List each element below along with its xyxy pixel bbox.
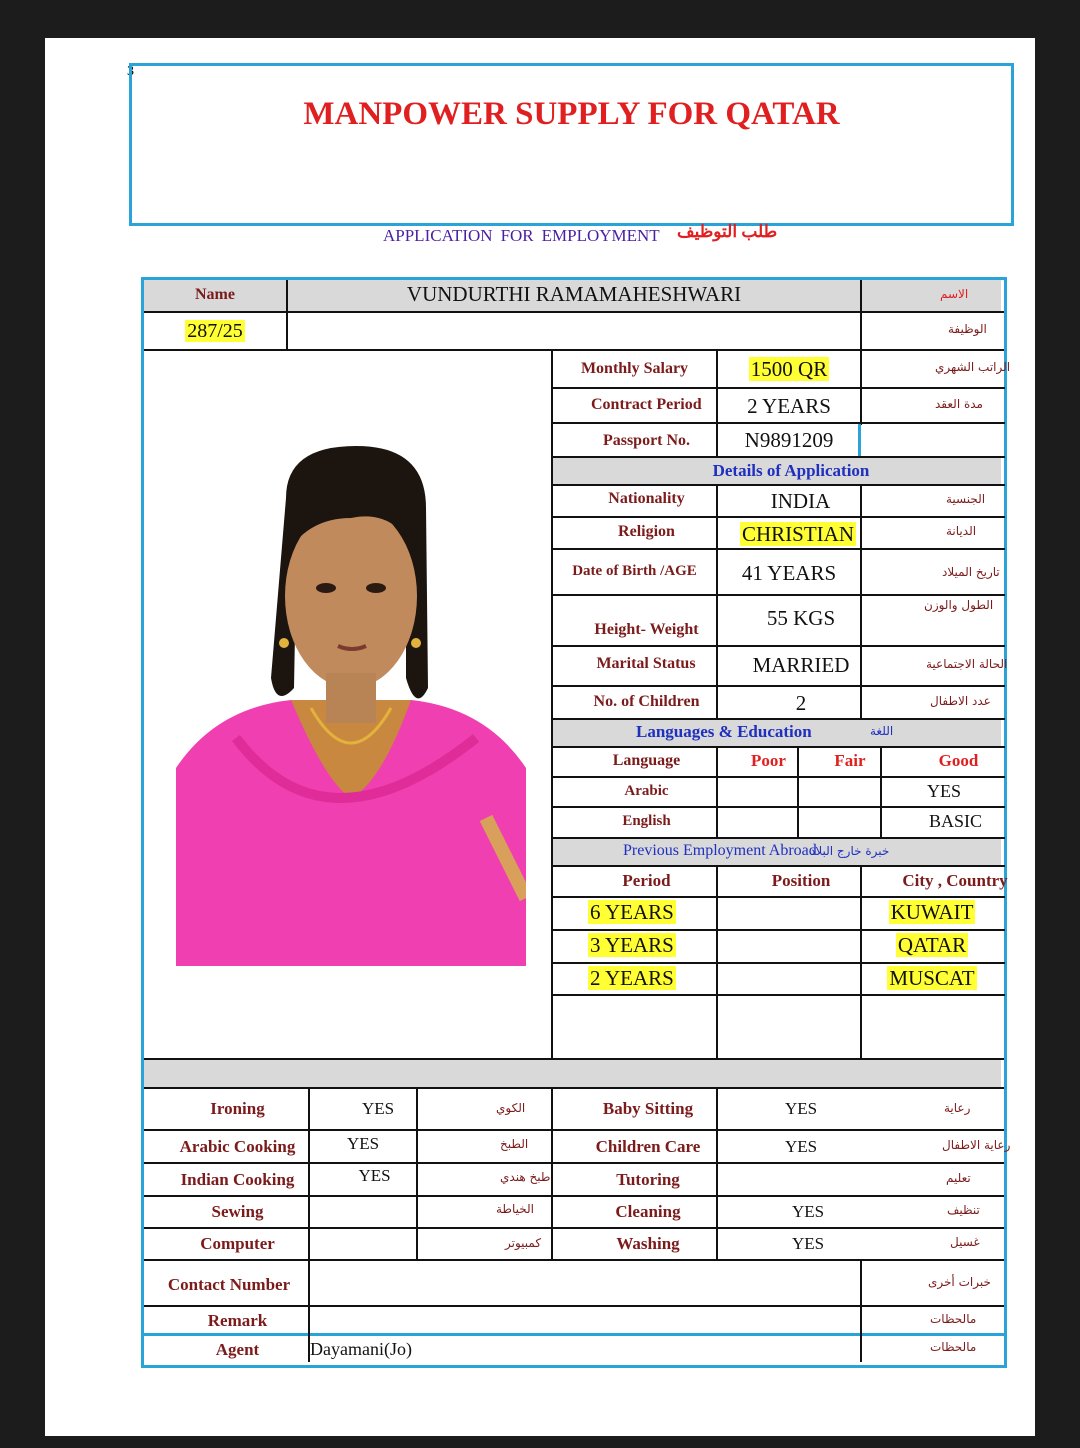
children-value: 2: [795, 691, 807, 715]
grid-line: [860, 484, 862, 720]
skill-cleaning-ar: تنظيف: [947, 1203, 980, 1217]
grid-line: [553, 806, 1005, 808]
grid-line: [144, 1305, 1004, 1307]
grid-line: [553, 962, 1005, 964]
skill-children-care-ar: رعاية الاطفال: [942, 1138, 1011, 1152]
emp-row-country: QATAR: [897, 933, 967, 957]
skill-tutoring-label: Tutoring: [616, 1170, 680, 1189]
grid-line: [553, 645, 1005, 647]
nationality-label: Nationality: [608, 490, 685, 507]
grid-line: [553, 837, 1005, 839]
skill-computer-ar: كمبيوتر: [505, 1236, 542, 1250]
agent-value: Dayamani(Jo): [310, 1339, 412, 1359]
emp-row-country: KUWAIT: [890, 900, 974, 924]
dob-label: Date of Birth /AGE: [572, 563, 697, 579]
grid-line: [144, 1162, 1004, 1164]
emp-row-period: 3 YEARS: [590, 933, 674, 957]
skill-cleaning-label: Cleaning: [615, 1202, 681, 1221]
agent-label: Agent: [215, 1340, 260, 1359]
page-mark: 3: [127, 64, 134, 79]
grid-line: [716, 865, 718, 1060]
lang-english-good: BASIC: [928, 811, 982, 831]
grid-line: [553, 746, 1005, 748]
skill-children-care-label: Children Care: [595, 1137, 701, 1156]
application-subtitle: APPLICATION FOR EMPLOYMENT: [383, 226, 660, 245]
grid-line: [144, 349, 1004, 351]
nationality-value: INDIA: [770, 489, 831, 513]
skill-washing-ar: غسيل: [950, 1235, 980, 1249]
lang-col-poor: Poor: [751, 751, 786, 770]
employment-header: Previous Employment Abroad: [623, 842, 817, 859]
document-title: MANPOWER SUPPLY FOR QATAR: [303, 96, 840, 132]
lang-col-good: Good: [938, 751, 979, 770]
children-label: No. of Children: [593, 693, 700, 710]
skill-arabic-cooking-value: YES: [346, 1134, 380, 1153]
grid-line: [553, 994, 1005, 996]
dob-ar: تاريخ الميلاد: [942, 565, 1000, 579]
grid-line: [553, 387, 1005, 389]
name-value: VUNDURTHI RAMAMAHESHWARI: [406, 282, 742, 306]
grid-line: [860, 1259, 862, 1362]
religion-ar: الديانة: [946, 524, 977, 538]
skill-arabic-cooking-ar: الطبخ: [500, 1137, 529, 1151]
skill-computer-label: Computer: [200, 1234, 275, 1253]
grid-line: [553, 776, 1005, 778]
emp-col-period: Period: [622, 871, 671, 890]
name-ar: الاسم: [940, 287, 969, 301]
grid-line: [144, 1227, 1004, 1229]
application-header: Details of Application: [712, 461, 870, 480]
grid-line: [144, 1259, 1004, 1261]
lang-arabic: Arabic: [624, 783, 669, 799]
languages-header: Languages & Education: [636, 722, 812, 741]
salary-ar: الراتب الشهري: [935, 360, 1011, 374]
contact-ar: خبرات أخرى: [928, 1275, 991, 1289]
grid-line: [553, 865, 1005, 867]
emp-row-period: 6 YEARS: [590, 900, 674, 924]
emp-row-period: 2 YEARS: [590, 966, 674, 990]
grid-line: [553, 456, 1005, 458]
skill-sewing-label: Sewing: [211, 1202, 264, 1221]
contract-value: 2 YEARS: [747, 394, 831, 418]
ref-ar: الوظيفة: [948, 322, 987, 336]
grid-line: [553, 422, 1005, 424]
ref-value: 287/25: [187, 320, 243, 342]
skill-washing-label: Washing: [616, 1234, 680, 1253]
grid-line: [144, 1333, 1004, 1336]
skill-cleaning-value: YES: [791, 1202, 825, 1221]
remark-label: Remark: [207, 1311, 268, 1330]
skill-indian-cooking-label: Indian Cooking: [180, 1170, 295, 1189]
emp-col-position: Position: [771, 871, 831, 890]
height-weight-value: 55 KGS: [766, 606, 836, 630]
marital-label: Marital Status: [596, 655, 696, 672]
application-subtitle-ar: طلب التوظيف: [677, 222, 778, 241]
skill-ironing-ar: الكوي: [496, 1101, 526, 1115]
passport-value: N9891209: [744, 428, 834, 452]
name-label: Name: [195, 286, 235, 303]
skill-baby-sitting-ar: رعاية: [944, 1101, 971, 1115]
lang-col-language: Language: [612, 752, 681, 769]
grid-line: [553, 929, 1005, 931]
portrait-illustration: [176, 438, 526, 966]
religion-label: Religion: [618, 523, 675, 540]
grid-line: [144, 1058, 1004, 1060]
skills-band: [144, 1059, 1001, 1087]
applicant-photo: [176, 438, 526, 966]
grid-line: [553, 896, 1005, 898]
skill-arabic-cooking-label: Arabic Cooking: [179, 1137, 296, 1156]
height-weight-ar: الطول والوزن: [924, 598, 994, 612]
grid-line: [716, 484, 718, 720]
grid-line: [553, 594, 1005, 596]
salary-value: 1500 QR: [750, 357, 828, 381]
religion-value: CHRISTIAN: [742, 522, 855, 546]
lang-col-fair: Fair: [834, 751, 866, 770]
grid-line: [860, 280, 862, 425]
languages-header-ar: اللغة: [870, 724, 894, 738]
title-box: [129, 63, 1014, 226]
grid-line: [144, 1195, 1004, 1197]
grid-line: [553, 484, 1005, 486]
grid-line: [144, 311, 1004, 313]
grid-line: [553, 516, 1005, 518]
contract-label: Contract Period: [591, 396, 702, 413]
skill-ironing-value: YES: [361, 1099, 395, 1118]
grid-line: [144, 1129, 1004, 1131]
skill-children-care-value: YES: [784, 1137, 818, 1156]
children-ar: عدد الاطفال: [930, 694, 991, 708]
marital-ar: الحالة الاجتماعية: [926, 657, 1008, 671]
skill-washing-value: YES: [791, 1234, 825, 1253]
salary-label: Monthly Salary: [580, 360, 689, 377]
skill-sewing-ar: الخياطة: [496, 1202, 534, 1216]
emp-col-country: City , Country: [902, 871, 1008, 890]
marital-value: MARRIED: [752, 653, 850, 677]
lang-english: English: [622, 813, 671, 829]
agent-ar: مالحظات: [930, 1340, 977, 1354]
emp-row-country: MUSCAT: [889, 966, 975, 990]
contract-ar: مدة العقد: [935, 397, 983, 411]
skill-baby-sitting-value: YES: [784, 1099, 818, 1118]
lang-arabic-good: YES: [926, 781, 961, 801]
skill-indian-cooking-ar: طبخ هندي: [500, 1170, 551, 1184]
employment-header-ar: خبرة خارج البلاد: [810, 844, 890, 858]
grid-line: [553, 685, 1005, 687]
contact-label: Contact Number: [167, 1275, 291, 1294]
remark-ar: مالحظات: [930, 1312, 977, 1326]
skill-ironing-label: Ironing: [210, 1099, 265, 1118]
height-weight-label: Height- Weight: [594, 621, 699, 638]
skill-indian-cooking-value: YES: [358, 1166, 391, 1185]
skill-tutoring-ar: تعليم: [946, 1171, 971, 1185]
grid-line: [553, 548, 1005, 550]
grid-line: [144, 1087, 1004, 1089]
dob-value: 41 YEARS: [741, 561, 837, 585]
nationality-ar: الجنسية: [946, 492, 986, 506]
passport-label: Passport No.: [602, 432, 691, 449]
grid-line: [860, 865, 862, 1060]
grid-line: [553, 718, 1005, 720]
skill-baby-sitting-label: Baby Sitting: [602, 1099, 694, 1118]
